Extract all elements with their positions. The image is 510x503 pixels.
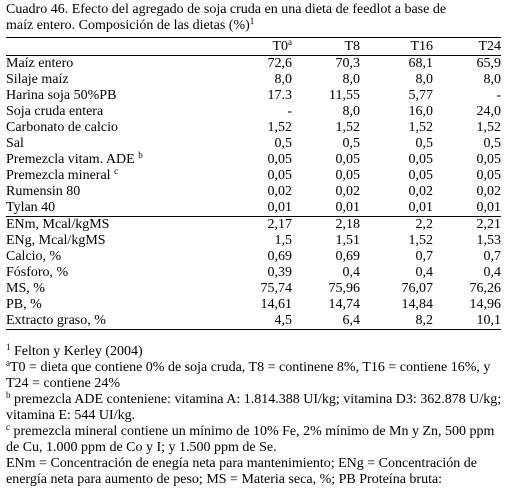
- cell-t24: 0,05: [476, 168, 501, 183]
- row-label-text: Rumensin 80: [6, 184, 81, 199]
- footnote-1-text: Felton y Kerley (2004): [10, 344, 143, 359]
- row-label-text: Calcio, %: [6, 249, 62, 264]
- header-t0-sup: a: [288, 36, 292, 47]
- cell-t16: 0,02: [408, 184, 433, 199]
- row-label: [6, 233, 208, 249]
- footnote-c-text: premezcla mineral contiene un mínimo de 10% Fe, 2% mínimo de Mn y Zn, 500 ppm de Cu, 1.000 ppm de Co y I; y 1.500 ppm de Se.: [6, 424, 495, 455]
- cell-t0: 4,5: [208, 313, 292, 330]
- row-label-text: PB, %: [6, 297, 42, 312]
- row-label: [6, 104, 208, 120]
- table-row: [6, 56, 501, 73]
- cell-t24: 24,0: [476, 104, 501, 119]
- footnote-c: [6, 424, 506, 456]
- footnote-a-text: T0 = dieta que contiene 0% de soja cruda, T8 = continene 8%, T16 = contiene 16%, y T24 = contiene 24%: [6, 360, 491, 391]
- cell-t16: 1,52: [408, 233, 433, 248]
- row-label: [6, 297, 208, 313]
- caption-line-1: Cuadro 46. Efecto del agregado de soja cruda en una dieta de feedlot a base de: [6, 2, 447, 17]
- cell-t0: 0,05: [267, 152, 292, 167]
- cell-t16: 0,7: [415, 249, 433, 264]
- cell-t0: 0,05: [267, 168, 292, 183]
- cell-t8: 0,69: [335, 249, 360, 264]
- footnote-abbreviations: ENm = Concentración de enegía neta para mantenimiento; ENg = Concentración de energía neta para aumento de peso; MS = Materia seca, %; PB Proteína bruta:: [6, 456, 478, 487]
- table-row: [6, 136, 501, 152]
- header-blank: [6, 38, 208, 56]
- footnote-c-mark: c: [6, 422, 10, 432]
- table-row: [6, 313, 501, 330]
- cell-t0: 2,17: [208, 217, 292, 234]
- row-label: [6, 200, 208, 217]
- cell-t8: 2,18: [292, 217, 360, 234]
- cell-t0: 17.3: [267, 88, 292, 103]
- table-row: [6, 152, 501, 168]
- cell-t16: 68,1: [408, 56, 433, 71]
- cell-t24: 0,01: [476, 200, 501, 215]
- table-row: [6, 184, 501, 200]
- header-t8: T8: [292, 38, 360, 56]
- cell-t16: 2,2: [360, 217, 433, 234]
- cell-t16: 0,01: [408, 200, 433, 215]
- row-label-text: Maíz entero: [6, 56, 74, 71]
- cell-t0: 8,0: [274, 72, 292, 87]
- cell-t16: 16,0: [408, 104, 433, 119]
- cell-t24: 0,7: [483, 249, 501, 264]
- table-row: [6, 200, 501, 217]
- cell-t8: 0,4: [342, 265, 360, 280]
- cell-t24: 0,02: [476, 184, 501, 199]
- cell-t24: 1,53: [476, 233, 501, 248]
- row-label: [6, 72, 208, 88]
- cell-t0: 0,01: [267, 200, 292, 215]
- row-label: [6, 249, 208, 265]
- row-label-text: Tylan 40: [6, 200, 56, 215]
- table-row: [6, 72, 501, 88]
- cell-t8: 70,3: [335, 56, 360, 71]
- cell-t24: 76,26: [469, 281, 501, 296]
- cell-t8: 8,0: [342, 104, 360, 119]
- cell-t24: 0,05: [476, 152, 501, 167]
- row-label: [6, 265, 208, 281]
- cell-t0: 0,39: [267, 265, 292, 280]
- row-label: [6, 217, 208, 234]
- caption-line-2-text: maíz entero. Composición de las dietas (%): [6, 18, 250, 33]
- cell-t8: 0,5: [342, 136, 360, 151]
- cell-t0: 0,5: [274, 136, 292, 151]
- row-label-text: MS, %: [6, 281, 45, 296]
- cell-t8: 8,0: [342, 72, 360, 87]
- footnote-b-mark: b: [6, 390, 11, 400]
- row-label-text: Premezcla mineral: [6, 168, 115, 183]
- table-row: [6, 297, 501, 313]
- cell-t16: 8,2: [360, 313, 433, 330]
- cell-t16: 0,4: [415, 265, 433, 280]
- footnote-b-text: premezcla ADE conteniene: vitamina A: 1.814.388 UI/kg; vitamina D3: 362.878 U/kg; vitamina E: 544 UI/kg.: [6, 392, 502, 423]
- table-row: [6, 88, 501, 104]
- row-label-text: Silaje maíz: [6, 72, 69, 87]
- ingredients-section: [6, 56, 501, 217]
- cell-t0: 0,02: [267, 184, 292, 199]
- table-row: [6, 217, 501, 234]
- row-label: [6, 152, 208, 168]
- cell-t16: 0,05: [408, 168, 433, 183]
- row-label: [6, 168, 208, 184]
- cell-t24: -: [496, 88, 501, 103]
- row-label: [6, 281, 208, 297]
- table-row: [6, 249, 501, 265]
- cell-t24: 0,4: [483, 265, 501, 280]
- footnote-a-mark: a: [6, 358, 10, 368]
- table-row: [6, 265, 501, 281]
- footnote-a: [6, 360, 506, 392]
- row-label-text: Carbonato de calcio: [6, 120, 118, 135]
- cell-t0: 1,52: [267, 120, 292, 135]
- header-t0: [208, 38, 292, 56]
- cell-t24: 65,9: [476, 56, 501, 71]
- cell-t16: 1,52: [408, 120, 433, 135]
- cell-t8: 0,02: [335, 184, 360, 199]
- row-label-text: ENm, Mcal/kgMS: [6, 217, 110, 232]
- row-label: [6, 184, 208, 200]
- row-label-footnote-mark: c: [114, 166, 119, 176]
- caption-line-2: [6, 18, 506, 34]
- cell-t8: 75,96: [328, 281, 360, 296]
- header-t16: T16: [360, 38, 433, 56]
- cell-t0: 1,5: [274, 233, 292, 248]
- cell-t0: 14,61: [260, 297, 292, 312]
- footnote-b: [6, 392, 506, 424]
- cell-t16: 0,5: [415, 136, 433, 151]
- row-label-text: Sal: [6, 136, 24, 151]
- cell-t8: 11,55: [329, 88, 360, 103]
- cell-t24: 2,21: [433, 217, 501, 234]
- header-t24: T24: [433, 38, 501, 56]
- footnotes: [6, 344, 506, 488]
- cell-t8: 0,01: [335, 200, 360, 215]
- row-label-text: Extracto graso, %: [6, 313, 106, 328]
- cell-t16: 8,0: [415, 72, 433, 87]
- footnote-1-mark: 1: [6, 342, 11, 352]
- cell-t8: 0,05: [335, 168, 360, 183]
- diet-composition-table: [6, 37, 501, 330]
- cell-t0: 0,69: [267, 249, 292, 264]
- caption-footnote-mark: 1: [249, 16, 255, 26]
- row-label-text: Harina soja 50%PB: [6, 88, 117, 103]
- row-label: [6, 120, 208, 136]
- cell-t0: -: [287, 104, 292, 119]
- cell-t8: 1,51: [335, 233, 360, 248]
- cell-t16: 14,84: [401, 297, 433, 312]
- row-label: [6, 88, 208, 104]
- table-row: [6, 233, 501, 249]
- cell-t8: 6,4: [292, 313, 360, 330]
- cell-t24: 14,96: [469, 297, 501, 312]
- row-label-text: ENg, Mcal/kgMS: [6, 233, 106, 248]
- table-caption: [6, 2, 506, 34]
- cell-t8: 14,74: [328, 297, 360, 312]
- row-label-footnote-mark: b: [138, 150, 143, 160]
- table-row: [6, 120, 501, 136]
- table-header-row: [6, 38, 501, 56]
- cell-t24: 10,1: [433, 313, 501, 330]
- footnote-1: [6, 344, 506, 360]
- cell-t16: 0,05: [408, 152, 433, 167]
- cell-t0: 72,6: [267, 56, 292, 71]
- row-label: [6, 313, 208, 330]
- row-label: [6, 136, 208, 152]
- header-t0-text: T0: [272, 38, 288, 54]
- cell-t24: 8,0: [483, 72, 501, 87]
- table-row: [6, 281, 501, 297]
- table-row: [6, 104, 501, 120]
- row-label: [6, 56, 208, 73]
- row-label-text: Soja cruda entera: [6, 104, 104, 119]
- table-row: [6, 168, 501, 184]
- cell-t16: 5,77: [408, 88, 433, 103]
- cell-t24: 1,52: [476, 120, 501, 135]
- composition-section: [6, 217, 501, 330]
- cell-t8: 1,52: [335, 120, 360, 135]
- cell-t16: 76,07: [401, 281, 433, 296]
- cell-t8: 0,05: [335, 152, 360, 167]
- cell-t0: 75,74: [260, 281, 292, 296]
- row-label-text: Fósforo, %: [6, 265, 69, 280]
- row-label-text: Premezcla vitam. ADE: [6, 152, 139, 167]
- cell-t24: 0,5: [483, 136, 501, 151]
